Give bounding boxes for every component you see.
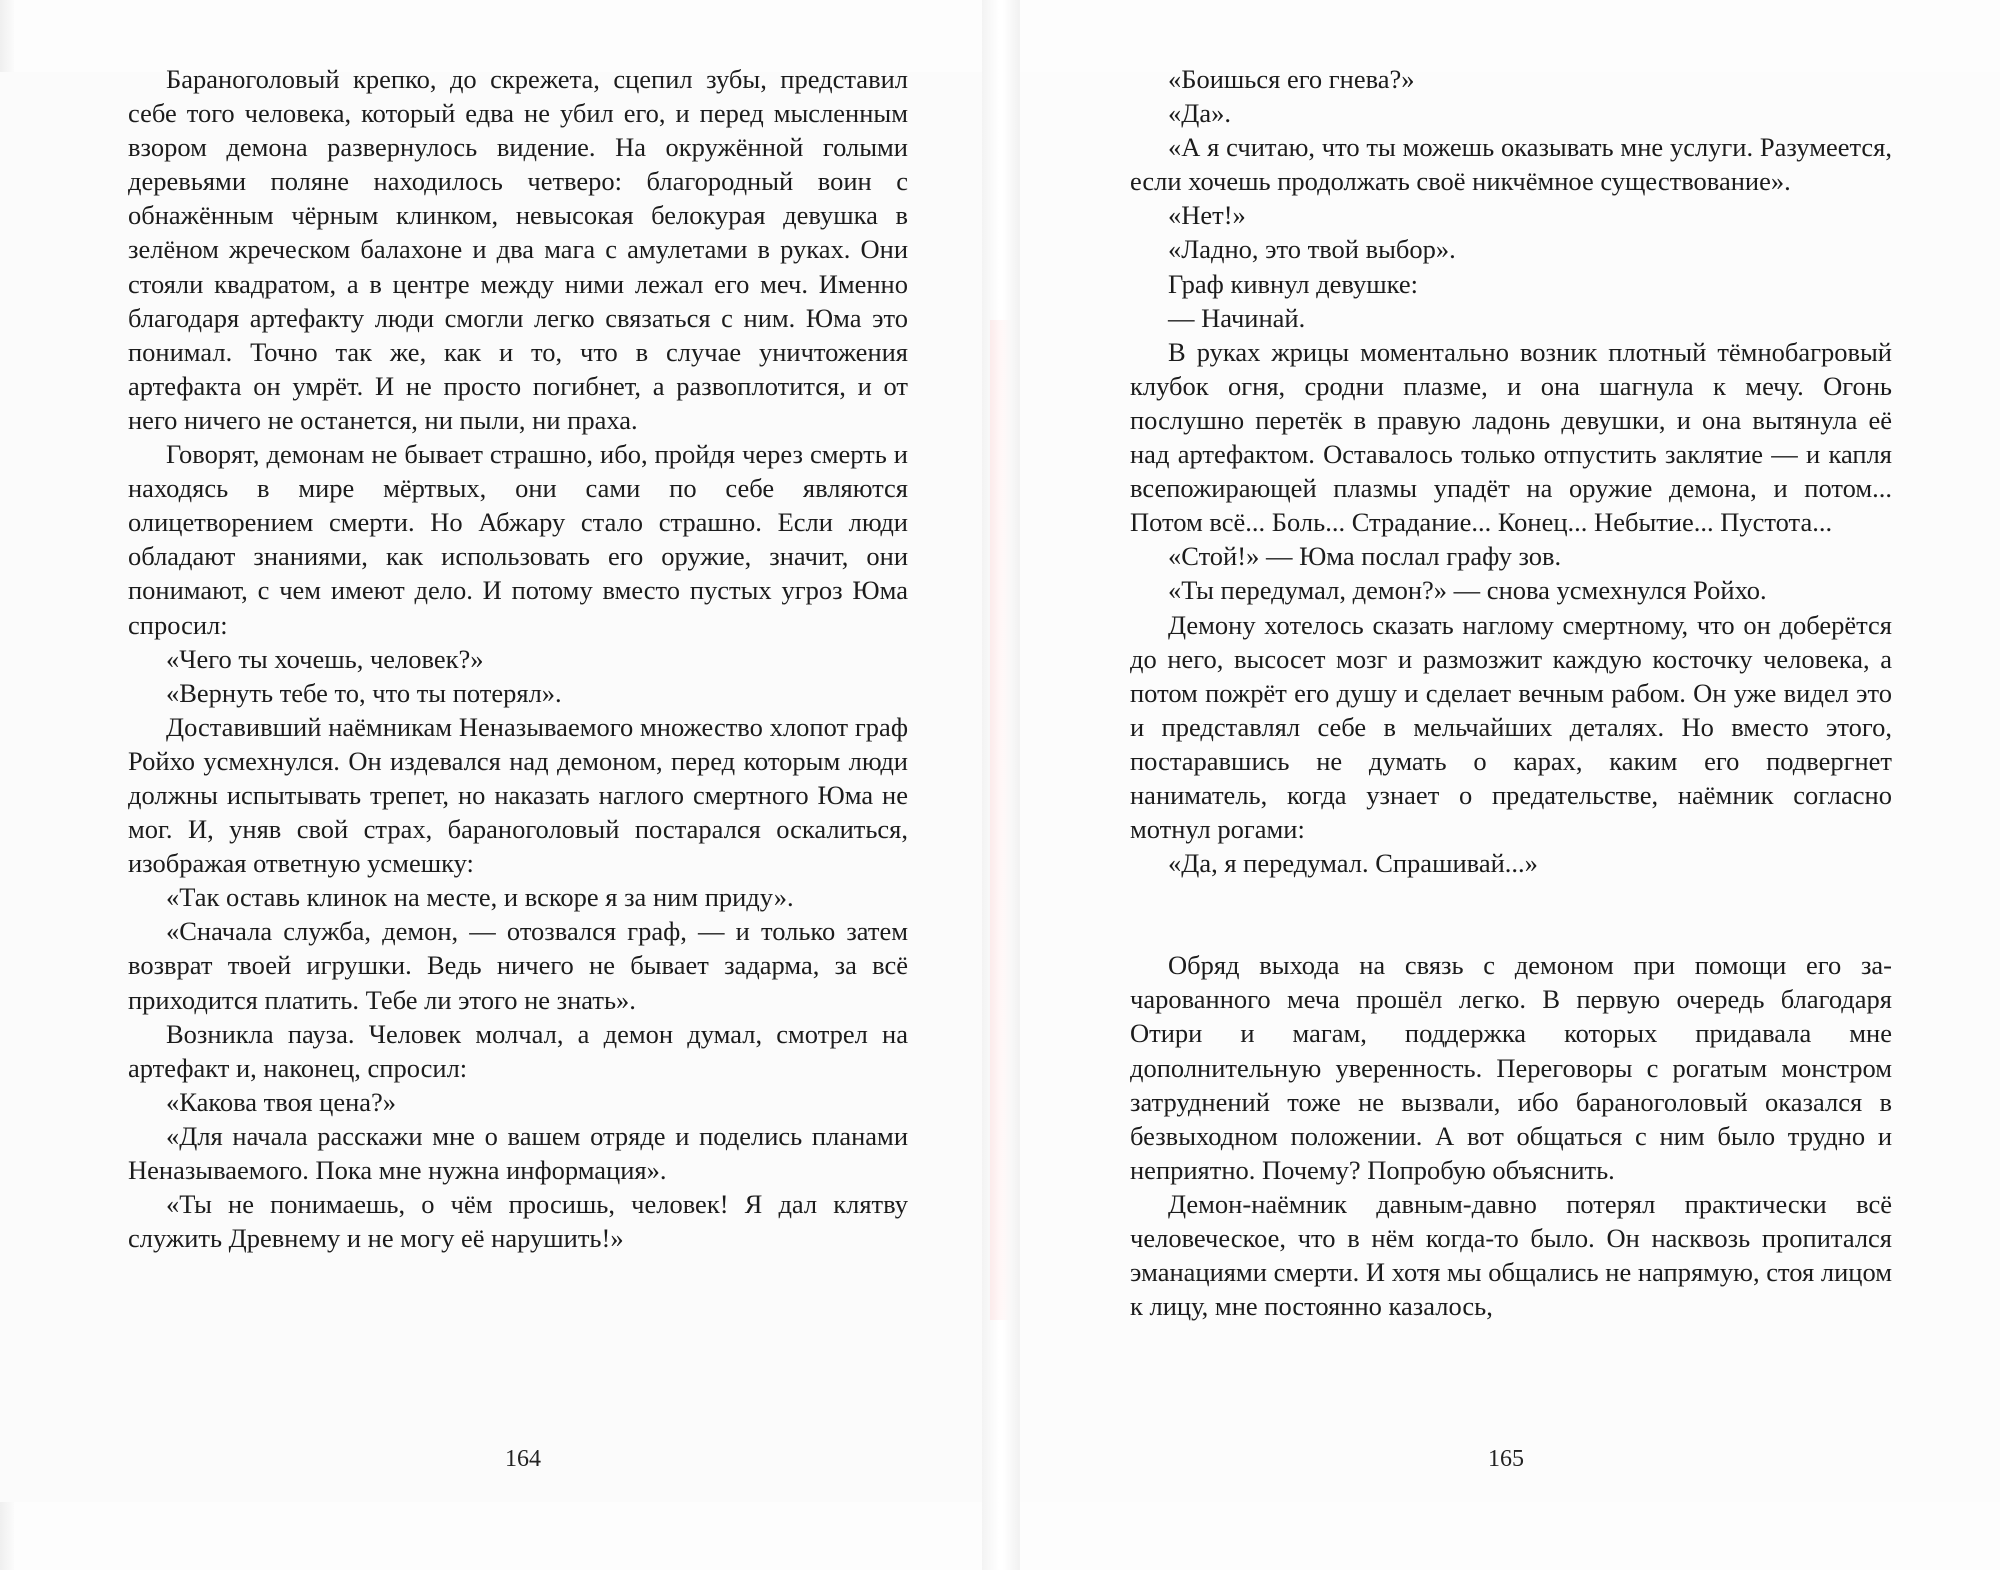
paragraph: «Ты не понимаешь, о чём просишь, человек! Я дал клятву служить Древнему и не могу её нарушить!» <box>128 1189 908 1254</box>
paragraph: «Ладно, это твой выбор». <box>1168 234 1456 265</box>
paragraph: «Чего ты хочешь, человек?» <box>166 643 484 674</box>
paragraph: Граф кивнул девушке: <box>1168 268 1418 299</box>
paragraph: Бараноголовый крепко, до скрежета, сцепил зубы, представил себе того человека, который едва не убил его, и перед мысленным взором демона развернулось видение. На окружённой голыми деревьями поляне находилось четверо: благородный воин с обнажённым чёрным клинком, невысокая белокурая девушка в зелёном жреческом балахоне и два мага с амулетами в руках. Они стояли квадратом, а в центре между ними лежал его меч. Именно благодаря артефакту люди смогли легко связаться с ним. Юма это понимал. Точно так же, как и то, что в случае уничтожения артефакта он умрёт. И не просто погибнет, а развоплотится, и от него ничего не останется, ни пыли, ни праха. <box>128 64 908 435</box>
paragraph: «Боишься его гнева?» <box>1168 64 1415 94</box>
right-page-text <box>1130 62 1892 1323</box>
left-page-text <box>128 62 908 1255</box>
paragraph: «Да». <box>1168 98 1231 129</box>
page-number-left: 164 <box>505 1446 541 1472</box>
paragraph: Говорят, демонам не бывает страшно, ибо, пройдя через смерть и находясь в мире мёртвых, они сами по себе являются олицетворением смерти. Но Абжару стало страшно. Если люди обладают знаниями, как использовать его оружие, значит, они понимают, с чем имеют дело. И потому вместо пустых угроз Юма спросил: <box>128 439 908 640</box>
paragraph: «Для начала расскажи мне о вашем отряде и поделись планами Неназываемого. Пока мне нужна информация». <box>128 1120 908 1185</box>
paragraph: Демон-наёмник давным-давно потерял практически всё человеческое, что в нём когда-то было. Он насквозь пропитался эманациями смерти. И хотя мы общались не напрямую, стоя лицом к лицу, мне постоянно казалось, <box>1130 1188 1892 1322</box>
paragraph: «Какова твоя цена?» <box>166 1086 397 1117</box>
paragraph: «Так оставь клинок на месте, и вскоре я за ним приду». <box>166 882 794 913</box>
paragraph: Демону хотелось сказать наглому смертному, что он доберётся до него, высосет мозг и размозжит каждую косточку человека, а потом пожрёт его душу и сделает вечным рабом. Он уже видел это и представлял себе в мельчайших деталях. Но вместо этого, постаравшись не думать о карах, каким его подвергнет наниматель, когда узнает о предательстве, наёмник согласно мотнул рогами: <box>1130 609 1892 845</box>
paper-tint <box>990 320 1012 1320</box>
paragraph: «Вернуть тебе то, что ты потерял». <box>166 677 562 708</box>
paragraph: «Стой!» — Юма послал графу зов. <box>1168 541 1562 572</box>
section-break <box>1130 880 1892 948</box>
paragraph: «Сначала служба, демон, — отозвался граф, — и только затем возврат твоей игрушки. Ведь ничего не бывает задарма, за всё приходится платить. Тебе ли этого не знать». <box>128 916 908 1015</box>
paragraph: «Нет!» <box>1168 200 1246 231</box>
paragraph: «Ты передумал, демон?» — снова усмехнулся Ройхо. <box>1168 575 1767 606</box>
paragraph: «А я считаю, что ты можешь оказывать мне услуги. Разумеется, если хочешь продолжать своё никчёмное существование». <box>1130 132 1892 197</box>
paragraph: — Начинай. <box>1168 302 1306 333</box>
paragraph: Обряд выхода на связь с демоном при помощи его зачарованного меча прошёл легко. В первую очередь благодаря Отири и магам, поддержка которых придавала мне дополнительную уверенность. Переговоры с рогатым монстром затруднений тоже не вызвали, ибо бараноголовый оказался в безвыходном положении. А вот общаться с ним было трудно и неприятно. Почему? Попробую объяснить. <box>1130 950 1892 1185</box>
paragraph: В руках жрицы моментально возник плотный тёмнобагровый клубок огня, сродни плазме, и она шагнула к мечу. Огонь послушно перетёк в правую ладонь девушки, и она вытянула её над артефактом. Оставалось только отпустить заклятие — и капля всепожирающей плазмы упадёт на оружие демона, и потом... Потом всё... Боль... Страдание... Конец... Небытие... Пустота... <box>1130 336 1892 538</box>
paragraph: «Да, я передумал. Спрашивай...» <box>1168 848 1538 879</box>
paragraph: Доставивший наёмникам Неназываемого множество хлопот граф Ройхо усмехнулся. Он издевался над демоном, перед которым люди должны испытывать трепет, но наказать наглого смертного Юма не мог. И, уняв свой страх, бараноголовый постарался оскалиться, изображая ответную усмешку: <box>128 711 908 879</box>
page-number-right: 165 <box>1488 1446 1524 1472</box>
paragraph: Возникла пауза. Человек молчал, а демон думал, смотрел на артефакт и, наконец, спросил: <box>128 1018 908 1083</box>
